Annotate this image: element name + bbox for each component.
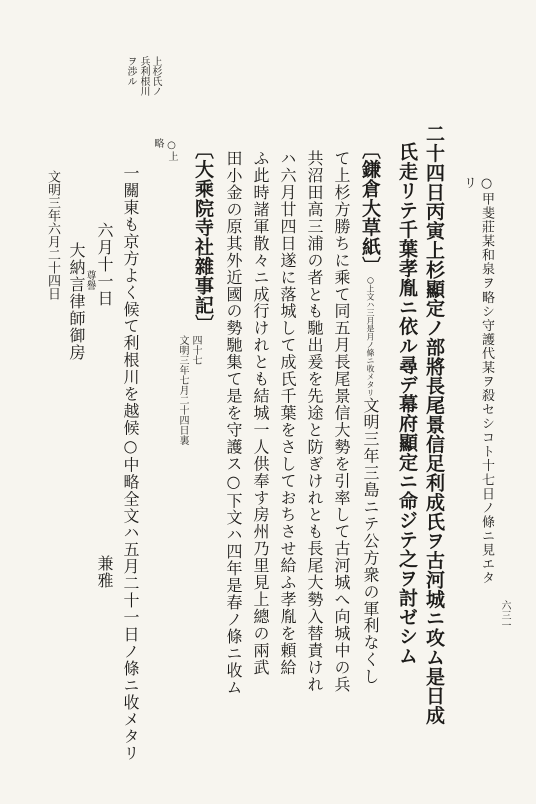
source1-title: 〔鎌倉大草紙〕 (359, 140, 381, 276)
source1-note: ○上文ハ三月是月ノ條ニ收メタリ (366, 275, 375, 397)
page-number: 六三一 (499, 600, 510, 630)
source2-letter-date: 六月十一日 (95, 222, 114, 307)
source2-recipient: 大納言律師御房 (67, 242, 86, 361)
source1-line-1 (360, 140, 379, 685)
heading-line-1: ○甲斐莊某和泉ヲ略シ守護代某ヲ殺セシコト十七日ノ條ニ見エタ (479, 176, 494, 586)
source2-title-line (193, 140, 212, 334)
source2-mark-1: ○上 (166, 140, 177, 161)
margin-note-1: 上杉氏ノ (150, 56, 161, 96)
source1-line-5: ふ此時諸軍散々ニ成行けれとも結城一人供奉す房州乃里見上總の兩武 (251, 150, 270, 676)
heading-line-2: リ (461, 176, 476, 191)
margin-note-3: ヲ渉ル (125, 56, 136, 86)
source2-recipient-honor: 尊譽 (84, 270, 95, 290)
source1-text-1: 文明三年三島ニテ公方衆の軍利なくし (361, 396, 380, 685)
source2-letter-line-1: 一關東も京方よく候て利根川を越候○中略全文ハ五月二十一日ノ條ニ收メタリ (121, 165, 140, 762)
source2-issue: 四十七 (190, 335, 201, 365)
source1-line-2: て上杉方勝ちに乘て同五月長尾景信大勢を引率して古河城へ向城中の兵 (332, 150, 351, 693)
source1-line-3: 共沼田高三浦の者とも馳出爰を先途と防ぎけれとも長尾大勢入替責けれ (305, 150, 324, 693)
margin-note-2: 兵利根川 (138, 56, 149, 96)
main-entry-line-1: 二十四日丙寅上杉顯定ノ部將長尾景信足利成氏ヲ古河城ニ攻ム是日成 (423, 124, 445, 725)
source2-mark-2: 略 (152, 138, 163, 148)
source2-date: 文明三年七月二十四日裏 (177, 335, 188, 445)
margin-date: 文明三年六月二十四日 (45, 170, 60, 300)
source1-line-6: 田小金の原其外近國の勢馳集て是を守護ス○下文ハ四年是春ノ條ニ收ム (224, 150, 243, 696)
source1-line-4: ハ六月廿四日遂に落城して成氏千葉をさしておちさせ給ふ孝胤を頼給 (278, 150, 297, 676)
main-entry-line-2: 氏走リテ千葉孝胤ニ依ル尋デ幕府顯定ニ命ジテ之ヲ討ゼシム (396, 142, 418, 666)
source2-title: 〔大乘院寺社雜事記〕 (192, 140, 214, 334)
source2-sender: 兼雅 (95, 555, 114, 589)
